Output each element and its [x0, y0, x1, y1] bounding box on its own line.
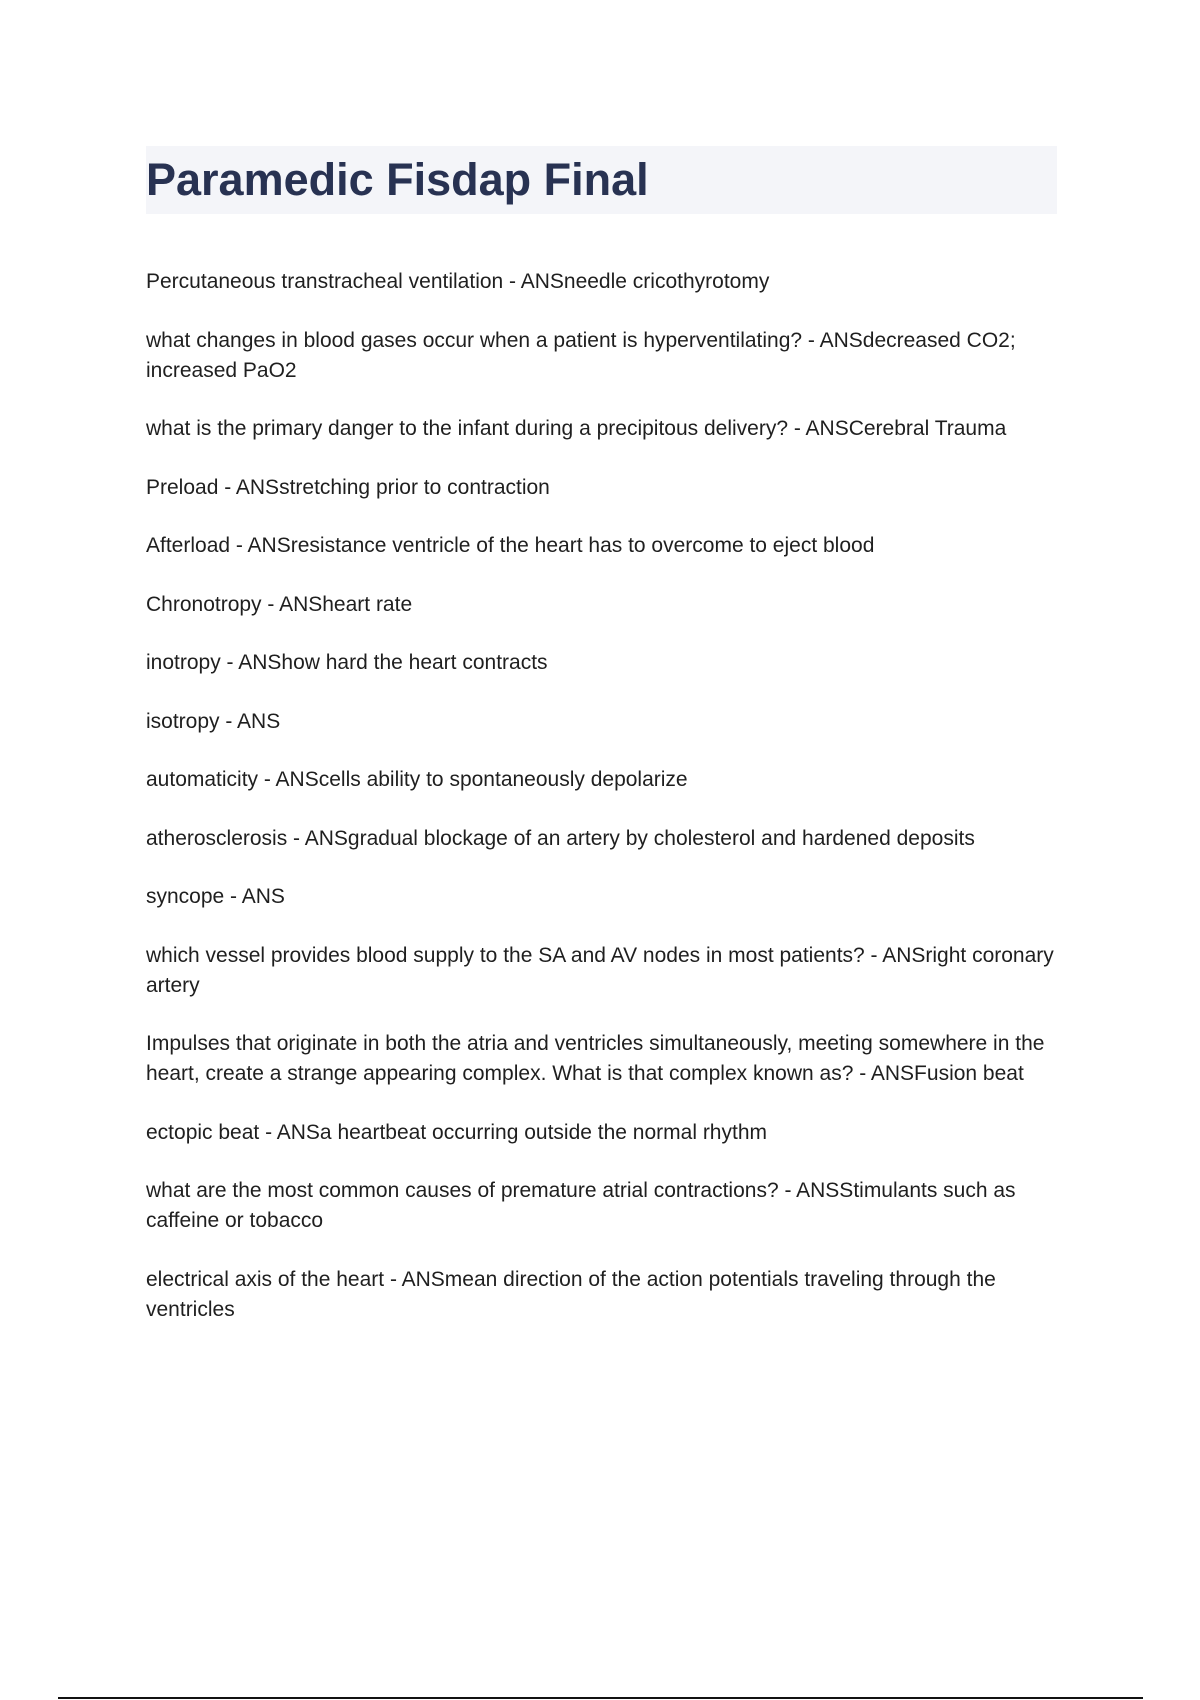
title-band [146, 146, 1057, 214]
flashcard-entry: Afterload - ANSresistance ventricle of the heart has to overcome to eject blood [146, 534, 875, 557]
flashcard-entry: inotropy - ANShow hard the heart contracts [146, 651, 548, 674]
flashcard-entry: atherosclerosis - ANSgradual blockage of an artery by cholesterol and hardened deposits [146, 826, 975, 850]
flashcard-entry: isotropy - ANS [146, 709, 281, 733]
flashcard-entry: what changes in blood gases occur when a patient is hyperventilating? - ANSdecreased CO2; increased PaO2 [146, 328, 1016, 382]
flashcard-entry: what are the most common causes of premature atrial contractions? - ANSStimulants such as caffeine or tobacco [146, 1179, 1016, 1232]
flashcard-entry: Preload - ANSstretching prior to contraction [146, 475, 550, 499]
flashcard-entry: automaticity - ANScells ability to spontaneously depolarize [146, 768, 688, 791]
flashcard-entry: what is the primary danger to the infant during a precipitous delivery? - ANSCerebral Trauma [146, 417, 1007, 440]
document-title: Paramedic Fisdap Final [146, 154, 649, 205]
flashcard-entry: syncope - ANS [146, 885, 285, 908]
flashcard-entry: Percutaneous transtracheal ventilation - ANSneedle cricothyrotomy [146, 270, 770, 293]
footer-divider [58, 1697, 1143, 1699]
flashcard-entry: which vessel provides blood supply to the SA and AV nodes in most patients? - ANSright coronary artery [146, 943, 1054, 997]
flashcard-list [146, 267, 1066, 1353]
flashcard-entry: electrical axis of the heart - ANSmean direction of the action potentials traveling through the ventricles [146, 1267, 996, 1321]
flashcard-entry: Chronotropy - ANSheart rate [146, 592, 413, 616]
flashcard-entry: ectopic beat - ANSa heartbeat occurring outside the normal rhythm [146, 1120, 767, 1144]
flashcard-entry: Impulses that originate in both the atria and ventricles simultaneously, meeting somewhere in the heart, create a strange appearing complex. What is that complex known as? - ANSFusion beat [146, 1032, 1045, 1085]
